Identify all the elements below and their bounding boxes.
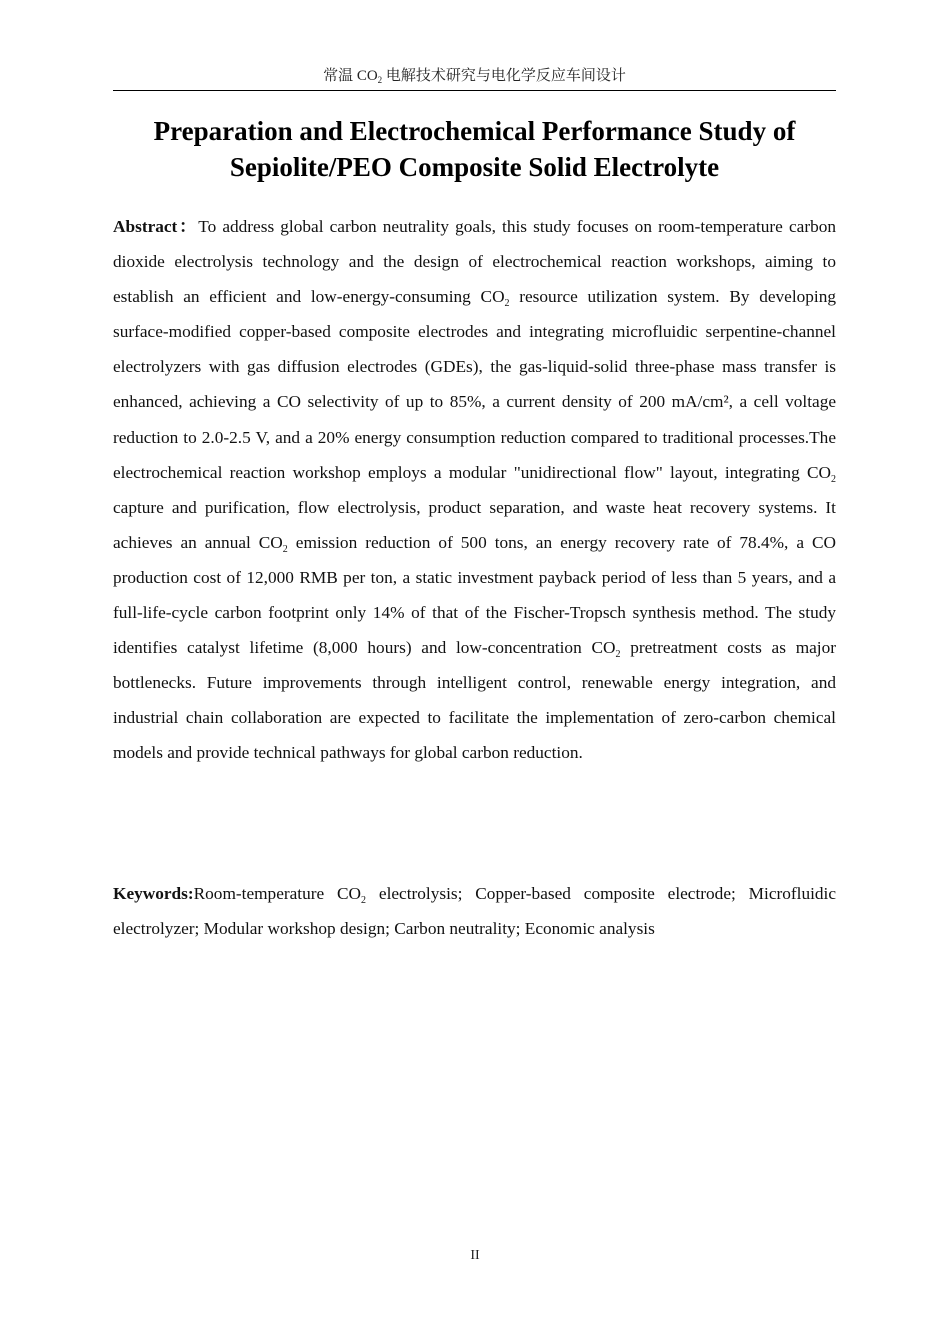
abstract-text-4: emission reduction of 500 tons, an energy recovery rate of 78.4%, a CO production cost of 12,000 RMB per ton, a static investment payback period of less than 5 years, and a full-life-cycle carbon footprint only 14% of that of the Fischer-Tropsch synthesis method. The study identifies catalyst lifetime (8,000 hours) and low-concentration CO — [113, 532, 836, 658]
running-header — [113, 64, 836, 91]
abstract-text-1: To address global carbon neutrality goals, this study focuses on room-temperature carbon dioxide electrolysis technology and the design of electrochemical reaction workshops, aiming to establish an efficient and low-energy-consuming CO — [113, 217, 836, 307]
abstract-text-3: capture and purification, flow electrolysis, product separation, and waste heat recovery systems. It achieves an annual CO — [113, 497, 836, 552]
abstract-text-5: pretreatment costs as major bottlenecks. Future improvements through intelligent control, renewable energy integration, and industrial chain collaboration are expected to facilitate the implementation of zero-carbon chemical models and provide technical pathways for global carbon reduction. — [113, 638, 836, 763]
keywords-text-2: electrolysis; Copper-based composite electrode; Microfluidic electrolyzer; Modular workshop design; Carbon neutrality; Economic analysis — [113, 884, 836, 939]
page-number: II — [470, 1248, 480, 1263]
keywords-subscript: 2 — [361, 895, 367, 906]
abstract-subscript-1: 2 — [504, 298, 510, 310]
header-subscript: 2 — [377, 75, 383, 85]
abstract-subscript-3: 2 — [282, 543, 288, 555]
paper-title: Preparation and Electrochemical Performance Study of Sepiolite/PEO Composite Solid Electrolyte — [153, 116, 796, 182]
keywords-text-1: Room-temperature CO — [193, 884, 362, 903]
header-text-prefix: 常温 CO — [323, 68, 378, 84]
keywords-label: Keywords: — [113, 884, 194, 903]
abstract-text-2: resource utilization system. By developing surface-modified copper-based composite electrodes and integrating microfluidic serpentine-channel electrolyzers with gas diffusion electrodes (GDEs), the gas-liquid-solid three-phase mass transfer is enhanced, achieving a CO selectivity of up to 85%, a current density of 200 mA/cm², a cell voltage reduction to 2.0-2.5 V, and a 20% energy consumption reduction compared to traditional processes.The electrochemical reaction workshop employs a modular "unidirectional flow" layout, integrating CO — [113, 287, 836, 482]
abstract-subscript-4: 2 — [615, 649, 621, 661]
header-text-suffix: 电解技术研究与电化学反应车间设计 — [382, 68, 626, 84]
abstract-subscript-2: 2 — [831, 473, 836, 485]
keywords-paragraph — [113, 876, 836, 946]
abstract-paragraph — [113, 209, 836, 771]
abstract-label: Abstract： — [113, 217, 199, 236]
